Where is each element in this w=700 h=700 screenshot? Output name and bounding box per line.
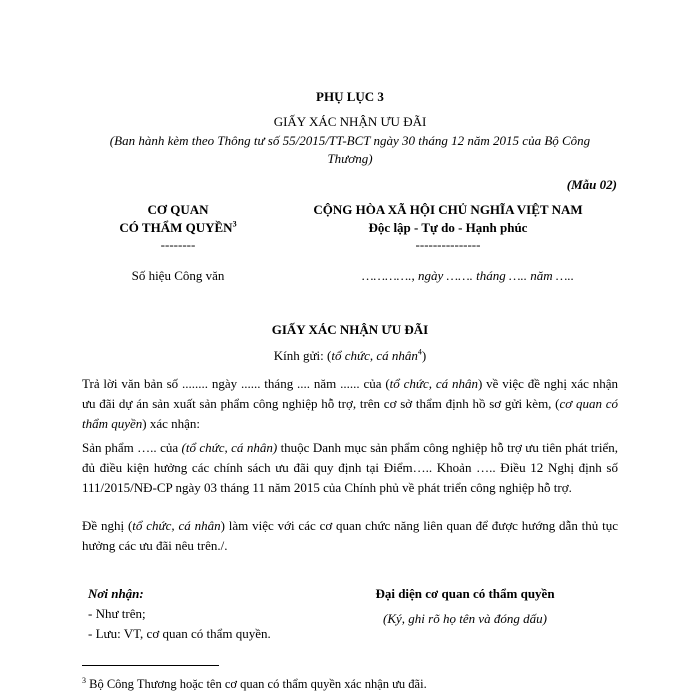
footnote-divider	[82, 665, 219, 666]
footnote-mark-4: 4	[417, 347, 422, 357]
recipient-item: - Như trên;	[88, 606, 146, 621]
recipients-block	[88, 584, 271, 644]
authority-divider: --------	[160, 237, 196, 252]
signature-heading: Đại diện cơ quan có thẩm quyền	[375, 586, 555, 601]
authority-line1: CƠ QUAN	[147, 202, 209, 217]
motto-divider: ---------------	[415, 237, 481, 252]
form-code: (Mẫu 02)	[566, 177, 617, 192]
issued-note-line1: (Ban hành kèm theo Thông tư số 55/2015/TT-BCT ngày 30 tháng 12 năm 2015 của Bộ Công	[109, 133, 591, 148]
national-header	[268, 201, 628, 253]
country-name: CỘNG HÒA XÃ HỘI CHỦ NGHĨA VIỆT NAM	[313, 202, 583, 217]
footnote-mark: 3	[82, 675, 86, 685]
authority-line2: CÓ THẨM QUYỀN$^3$	[119, 219, 237, 235]
footnote-mark-3: 3	[232, 219, 237, 229]
issued-note-line2: Thương)	[327, 151, 373, 166]
date-line: …………., ngày ……. tháng ….. năm …..	[362, 268, 574, 283]
recipients-heading: Nơi nhận:	[88, 586, 144, 601]
paragraph-product: Sản phẩm ….. của (tổ chức, cá nhân) thuộc Danh mục sản phẩm công nghiệp hỗ trợ ưu tiên phát triển, đủ điều kiện hưởng các chính sách ưu đãi quy định tại Điểm….. Khoản ….. Điều 12 Nghị định số 111/2015/NĐ-CP ngày 03 tháng 11 năm 2015 của Chính phủ về phát triển công nghiệp hỗ trợ.	[82, 440, 618, 495]
paragraph-request: Đề nghị (tổ chức, cá nhân) làm việc với các cơ quan chức năng liên quan để được hướng dẫn thủ tục hưởng các ưu đãi nêu trên./.	[82, 518, 619, 553]
recipient-item: - Lưu: VT, cơ quan có thẩm quyền.	[88, 626, 271, 641]
authority-block	[88, 201, 268, 253]
signature-block	[335, 584, 595, 629]
appendix-title: PHỤ LỤC 3	[316, 89, 384, 104]
national-motto: Độc lập - Tự do - Hạnh phúc	[368, 220, 528, 235]
footnote: $^3$ Bộ Công Thương hoặc tên cơ quan có thẩm quyền xác nhận ưu đãi.	[82, 675, 427, 691]
doc-number: Số hiệu Công văn	[131, 268, 225, 283]
appendix-subtitle: GIẤY XÁC NHẬN ƯU ĐÃI	[273, 114, 427, 129]
signature-note: (Ký, ghi rõ họ tên và đóng dấu)	[383, 611, 547, 626]
document-title: GIẤY XÁC NHẬN ƯU ĐÃI	[271, 322, 429, 337]
greeting: Kính gửi: (tổ chức, cá nhân$^4$)	[273, 347, 427, 363]
paragraph-reply: Trả lời văn bản số ........ ngày ...... tháng .... năm ...... của (tổ chức, cá nhân) về việc đề nghị xác nhận ưu đãi dự án sản xuất sản phẩm công nghiệp hỗ trợ, trên cơ sở thẩm định hồ sơ gửi kèm, (cơ quan có thẩm quyền) xác nhận:	[82, 376, 618, 431]
